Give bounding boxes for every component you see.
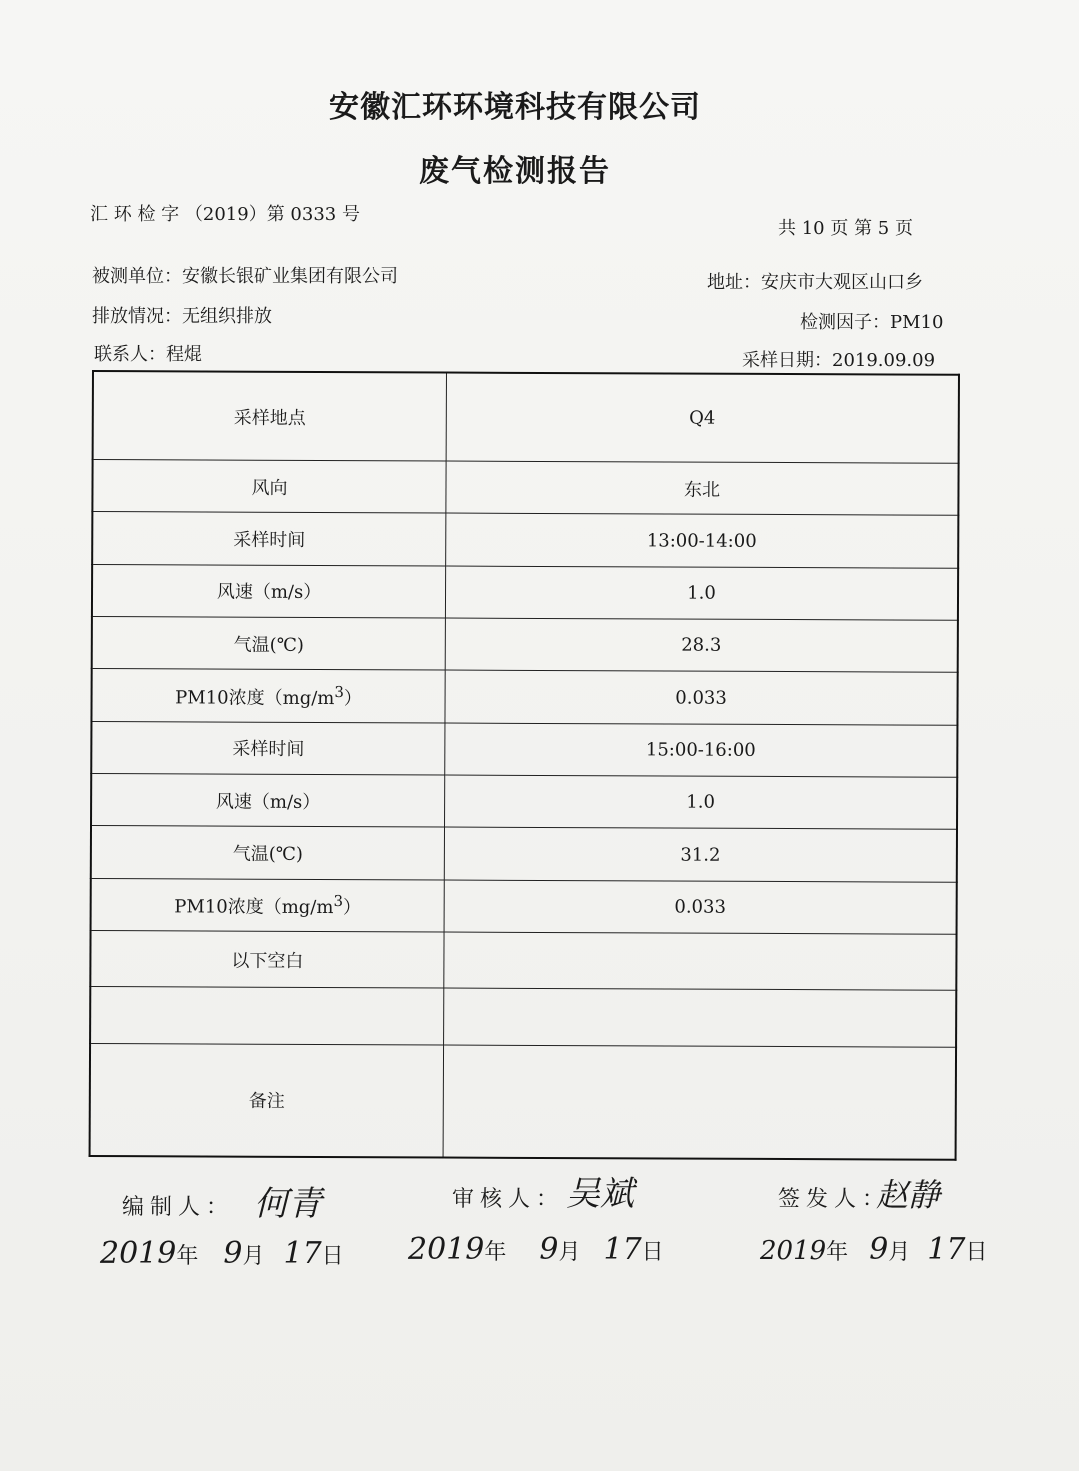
page-info: 共 10 页 第 5 页 xyxy=(778,218,913,239)
table-row xyxy=(92,564,958,620)
superscript-3: 3 xyxy=(334,682,344,701)
report-title: 废气检测报告 xyxy=(419,154,611,189)
row-label xyxy=(90,987,444,1045)
row-value xyxy=(444,932,957,991)
row-value: 1.0 xyxy=(445,775,958,830)
table-row xyxy=(91,669,957,725)
date-month: 9 xyxy=(869,1232,889,1267)
date-day: 17 xyxy=(603,1232,642,1267)
date-day: 17 xyxy=(927,1232,966,1267)
month-unit: 月 xyxy=(558,1240,581,1265)
day-unit: 日 xyxy=(965,1240,988,1265)
date-month: 9 xyxy=(223,1236,243,1271)
year-unit: 年 xyxy=(826,1240,849,1265)
date-year: 2019 xyxy=(408,1232,485,1267)
reviewer-signature: 吴斌 xyxy=(566,1174,634,1214)
row-label xyxy=(91,878,445,932)
date-day: 17 xyxy=(283,1236,322,1271)
pm10-label-close: ） xyxy=(343,687,362,709)
remarks-label: 备注 xyxy=(90,1043,444,1157)
pm10-label-close: ） xyxy=(342,896,362,919)
row-label xyxy=(91,669,445,723)
report-number: 汇 环 检 字 （2019）第 0333 号 xyxy=(90,204,360,225)
row-value: 0.033 xyxy=(445,670,958,725)
superscript-3: 3 xyxy=(333,891,344,910)
remarks-value xyxy=(443,1045,956,1160)
row-label: 采样地点 xyxy=(93,371,447,461)
row-label: 风速（m/s） xyxy=(91,774,445,828)
row-value xyxy=(444,988,957,1047)
date-year: 2019 xyxy=(100,1236,177,1271)
row-label: 采样时间 xyxy=(91,721,445,775)
company-name: 安徽汇环环境科技有限公司 xyxy=(329,90,701,125)
issuer-signature: 赵静 xyxy=(876,1176,941,1214)
row-value: 0.033 xyxy=(444,880,957,935)
tested-unit: 被测单位：安徽长银矿业集团有限公司 xyxy=(92,266,398,287)
contact-person: 联系人：程焜 xyxy=(94,344,202,365)
row-label: 气温(℃) xyxy=(91,826,445,880)
row-label: 气温(℃) xyxy=(92,617,446,671)
compiler-signature: 何青 xyxy=(254,1184,322,1224)
row-value: Q4 xyxy=(446,373,959,464)
table-row xyxy=(90,1043,956,1160)
year-unit: 年 xyxy=(484,1240,507,1265)
row-value: 东北 xyxy=(446,461,959,516)
row-label: 以下空白 xyxy=(90,931,444,989)
row-value: 1.0 xyxy=(445,566,958,621)
emission-status: 排放情况：无组织排放 xyxy=(92,306,272,327)
data-table xyxy=(89,370,960,1161)
day-unit: 日 xyxy=(321,1244,344,1269)
issuer-label: 签发人： xyxy=(778,1187,891,1212)
table-row xyxy=(92,460,958,516)
reviewer-label: 审核人： xyxy=(452,1187,565,1212)
pm10-label: PM10浓度（mg/m xyxy=(175,686,335,709)
table-row xyxy=(90,931,956,991)
address: 地址：安庆市大观区山口乡 xyxy=(707,272,923,293)
reviewer-date xyxy=(408,1232,664,1267)
table-row xyxy=(92,617,958,673)
issuer-date xyxy=(760,1232,988,1267)
row-value: 13:00-14:00 xyxy=(446,513,959,568)
compiler-label: 编制人： xyxy=(122,1195,235,1220)
month-unit: 月 xyxy=(888,1240,911,1265)
table-row xyxy=(93,371,959,463)
year-unit: 年 xyxy=(176,1244,199,1269)
table-row xyxy=(90,987,956,1047)
table-row xyxy=(92,512,958,568)
table-row xyxy=(91,826,957,882)
day-unit: 日 xyxy=(641,1240,664,1265)
row-label: 采样时间 xyxy=(92,512,446,566)
row-value: 28.3 xyxy=(445,618,958,673)
table-row xyxy=(91,878,957,934)
month-unit: 月 xyxy=(242,1244,265,1269)
date-year: 2019 xyxy=(760,1236,827,1266)
sampling-date: 采样日期：2019.09.09 xyxy=(742,350,936,371)
pm10-label: PM10浓度（mg/m xyxy=(174,896,334,918)
row-label: 风速（m/s） xyxy=(92,564,446,618)
table-row xyxy=(91,721,957,777)
table-row xyxy=(91,774,957,830)
row-value: 31.2 xyxy=(444,827,957,882)
row-value: 15:00-16:00 xyxy=(445,723,958,778)
test-factor: 检测因子：PM10 xyxy=(800,312,944,333)
compiler-date xyxy=(100,1236,344,1271)
date-month: 9 xyxy=(539,1232,559,1267)
row-label: 风向 xyxy=(92,460,446,514)
